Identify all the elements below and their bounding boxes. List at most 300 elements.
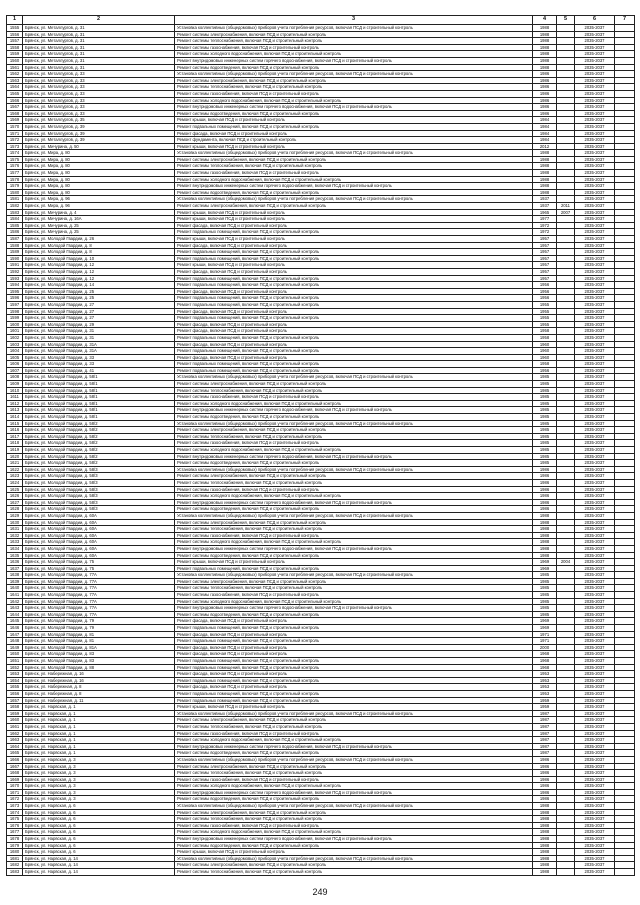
row-number: 1568	[7, 110, 23, 117]
column-header: 4	[533, 16, 557, 25]
row-number: 1640	[7, 585, 23, 592]
table-row	[7, 618, 635, 625]
row-number: 1650	[7, 651, 23, 658]
extra-cell	[615, 855, 635, 862]
row-number: 1641	[7, 592, 23, 599]
repair-year-cell	[557, 545, 575, 552]
table-row	[7, 479, 635, 486]
table-row	[7, 288, 635, 295]
address-cell: Брянск, ул. Молодой Гвардии, д. 77А	[23, 592, 175, 599]
work-type-cell: Ремонт системы водоотведения, включая ПСД и строительный контроль	[175, 750, 533, 757]
repair-year-cell	[557, 710, 575, 717]
repair-year-cell	[557, 176, 575, 183]
repair-year-cell	[557, 361, 575, 368]
repair-year-cell	[557, 308, 575, 315]
period-cell: 2035-2037	[575, 526, 615, 533]
work-type-cell: Ремонт системы водоотведения, включая ПСД и строительный контроль	[175, 611, 533, 618]
page-number: 249	[312, 887, 328, 897]
build-year-cell: 1988	[533, 64, 557, 71]
row-number: 1617	[7, 433, 23, 440]
period-cell: 2035-2037	[575, 512, 615, 519]
work-type-cell: Ремонт системы электроснабжения, включая ПСД и строительный контроль	[175, 77, 533, 84]
row-number: 1595	[7, 288, 23, 295]
table-row	[7, 756, 635, 763]
build-year-cell: 1985	[533, 598, 557, 605]
repair-year-cell	[557, 737, 575, 744]
build-year-cell: 1969	[533, 618, 557, 625]
work-type-cell: Ремонт системы теплоснабжения, включая ПСД и строительный контроль	[175, 433, 533, 440]
period-cell: 2035-2037	[575, 222, 615, 229]
repair-year-cell	[557, 334, 575, 341]
repair-year-cell	[557, 776, 575, 783]
build-year-cell: 1971	[533, 638, 557, 645]
work-type-cell: Ремонт системы теплоснабжения, включая ПСД и строительный контроль	[175, 38, 533, 45]
work-type-cell: Ремонт системы теплоснабжения, включая ПСД и строительный контроль	[175, 163, 533, 170]
work-type-cell: Установка коллективных (общедомовых) приборов учета потребления ресурсов, включая ПСД и строительный контроль	[175, 150, 533, 157]
build-year-cell: 1988	[533, 526, 557, 533]
address-cell: Брянск, ул. Металлургов, д. 33	[23, 110, 175, 117]
period-cell: 2035-2037	[575, 400, 615, 407]
work-type-cell: Ремонт внутридомовых инженерных систем горячего водоснабжения, включая ПСД и строительный контроль	[175, 57, 533, 64]
row-number: 1593	[7, 275, 23, 282]
period-cell: 2035-2037	[575, 361, 615, 368]
build-year-cell: 1987	[533, 743, 557, 750]
extra-cell	[615, 130, 635, 137]
table-row	[7, 770, 635, 777]
extra-cell	[615, 789, 635, 796]
extra-cell	[615, 341, 635, 348]
period-cell: 2035-2037	[575, 631, 615, 638]
extra-cell	[615, 90, 635, 97]
period-cell: 2035-2037	[575, 203, 615, 210]
build-year-cell: 1968	[533, 658, 557, 665]
row-number: 1575	[7, 156, 23, 163]
table-row	[7, 203, 635, 210]
build-year-cell: 2012	[533, 143, 557, 150]
extra-cell	[615, 216, 635, 223]
extra-cell	[615, 453, 635, 460]
address-cell: Брянск, ул. Молодой Гвардии, д. 58/1	[23, 414, 175, 421]
work-type-cell: Ремонт внутридомовых инженерных систем горячего водоснабжения, включая ПСД и строительный контроль	[175, 407, 533, 414]
table-row	[7, 723, 635, 730]
column-header: 1	[7, 16, 23, 25]
address-cell: Брянск, ул. Молодой Гвардии, д. 79	[23, 625, 175, 632]
row-number: 1590	[7, 255, 23, 262]
period-cell: 2035-2037	[575, 578, 615, 585]
build-year-cell: 1984	[533, 117, 557, 124]
repair-year-cell	[557, 605, 575, 612]
extra-cell	[615, 288, 635, 295]
row-number: 1632	[7, 532, 23, 539]
column-header: 5	[557, 16, 575, 25]
repair-year-cell	[557, 677, 575, 684]
row-number: 1657	[7, 697, 23, 704]
repair-year-cell	[557, 38, 575, 45]
work-type-cell: Ремонт внутридомовых инженерных систем горячего водоснабжения, включая ПСД и строительный контроль	[175, 453, 533, 460]
work-type-cell: Ремонт системы электроснабжения, включая ПСД и строительный контроль	[175, 862, 533, 869]
extra-cell	[615, 690, 635, 697]
row-number: 1596	[7, 295, 23, 302]
period-cell: 2035-2037	[575, 671, 615, 678]
row-number: 1653	[7, 671, 23, 678]
row-number: 1677	[7, 829, 23, 836]
row-number: 1664	[7, 743, 23, 750]
table-row	[7, 130, 635, 137]
row-number: 1620	[7, 453, 23, 460]
work-type-cell: Ремонт крыши, включая ПСД и строительный контроль	[175, 117, 533, 124]
repair-year-cell	[557, 123, 575, 130]
period-cell: 2035-2037	[575, 420, 615, 427]
table-row	[7, 137, 635, 144]
repair-year-cell	[557, 341, 575, 348]
row-number: 1656	[7, 690, 23, 697]
row-number: 1558	[7, 44, 23, 51]
work-type-cell: Ремонт системы электроснабжения, включая ПСД и строительный контроль	[175, 519, 533, 526]
table-row	[7, 816, 635, 823]
table-row	[7, 532, 635, 539]
period-cell: 2035-2037	[575, 598, 615, 605]
extra-cell	[615, 381, 635, 388]
extra-cell	[615, 836, 635, 843]
table-row	[7, 242, 635, 249]
repair-year-cell	[557, 479, 575, 486]
period-cell: 2035-2037	[575, 394, 615, 401]
period-cell: 2035-2037	[575, 572, 615, 579]
extra-cell	[615, 268, 635, 275]
row-number: 1560	[7, 57, 23, 64]
address-cell: Брянск, ул. Нарвская, д. 6	[23, 849, 175, 856]
repair-year-cell	[557, 268, 575, 275]
period-cell: 2035-2037	[575, 723, 615, 730]
address-cell: Брянск, ул. Молодой Гвардии, д. 58/3	[23, 493, 175, 500]
table-row	[7, 354, 635, 361]
extra-cell	[615, 723, 635, 730]
repair-year-cell	[557, 644, 575, 651]
build-year-cell: 1960	[533, 354, 557, 361]
row-number: 1674	[7, 809, 23, 816]
extra-cell	[615, 275, 635, 282]
period-cell: 2035-2037	[575, 170, 615, 177]
row-number: 1585	[7, 222, 23, 229]
row-number: 1631	[7, 526, 23, 533]
repair-year-cell	[557, 466, 575, 473]
repair-year-cell	[557, 671, 575, 678]
period-cell: 2035-2037	[575, 447, 615, 454]
address-cell: Брянск, ул. Молодой Гвардии, д. 29	[23, 321, 175, 328]
row-number: 1591	[7, 262, 23, 269]
build-year-cell: 1977	[533, 216, 557, 223]
build-year-cell: 1972	[533, 222, 557, 229]
extra-cell	[615, 473, 635, 480]
repair-year-cell	[557, 249, 575, 256]
build-year-cell: 1985	[533, 453, 557, 460]
address-cell: Брянск, ул. Металлургов, д. 35	[23, 117, 175, 124]
address-cell: Брянск, ул. Молодой Гвардии, д. 58/1	[23, 387, 175, 394]
work-type-cell: Ремонт системы холодного водоснабжения, включая ПСД и строительный контроль	[175, 176, 533, 183]
table-row	[7, 592, 635, 599]
extra-cell	[615, 631, 635, 638]
period-cell: 2035-2037	[575, 387, 615, 394]
period-cell: 2035-2037	[575, 638, 615, 645]
repair-year-cell	[557, 150, 575, 157]
repair-year-cell	[557, 526, 575, 533]
extra-cell	[615, 170, 635, 177]
work-type-cell: Ремонт фасада, включая ПСД и строительный контроль	[175, 631, 533, 638]
work-type-cell: Ремонт системы газоснабжения, включая ПСД и строительный контроль	[175, 440, 533, 447]
row-number: 1555	[7, 25, 23, 32]
table-row	[7, 308, 635, 315]
table-row	[7, 341, 635, 348]
period-cell: 2035-2037	[575, 176, 615, 183]
period-cell: 2035-2037	[575, 704, 615, 711]
address-cell: Брянск, ул. Металлургов, д. 39	[23, 137, 175, 144]
column-header: 7	[615, 16, 635, 25]
address-cell: Брянск, ул. Мира, д. 96	[23, 196, 175, 203]
work-type-cell: Ремонт подвальных помещений, включая ПСД и строительный контроль	[175, 229, 533, 236]
address-cell: Брянск, ул. Нарвская, д. 14	[23, 869, 175, 876]
work-type-cell: Ремонт фасада, включая ПСД и строительный контроль	[175, 288, 533, 295]
row-number: 1601	[7, 328, 23, 335]
build-year-cell: 1986	[533, 756, 557, 763]
build-year-cell: 1955	[533, 321, 557, 328]
address-cell: Брянск, ул. Молодой Гвардии, д. 77А	[23, 611, 175, 618]
repair-year-cell	[557, 658, 575, 665]
table-row	[7, 394, 635, 401]
extra-cell	[615, 770, 635, 777]
repair-year-cell	[557, 770, 575, 777]
period-cell: 2035-2037	[575, 334, 615, 341]
table-row	[7, 750, 635, 757]
address-cell: Брянск, ул. Нарвская, д. 1	[23, 743, 175, 750]
row-number: 1607	[7, 367, 23, 374]
build-year-cell: 1988	[533, 552, 557, 559]
row-number: 1662	[7, 730, 23, 737]
repair-year-cell	[557, 473, 575, 480]
table-row	[7, 414, 635, 421]
extra-cell	[615, 189, 635, 196]
work-type-cell: Ремонт фасада, включая ПСД и строительный контроль	[175, 308, 533, 315]
row-number: 1651	[7, 658, 23, 665]
repair-year-cell	[557, 796, 575, 803]
address-cell: Брянск, ул. Нарвская, д. 3	[23, 763, 175, 770]
extra-cell	[615, 414, 635, 421]
extra-cell	[615, 84, 635, 91]
table-row	[7, 631, 635, 638]
address-cell: Брянск, ул. Мичурина, д. 4	[23, 209, 175, 216]
row-number: 1668	[7, 770, 23, 777]
address-cell: Брянск, ул. Молодой Гвардии, д. 75	[23, 565, 175, 572]
work-type-cell: Установка коллективных (общедомовых) приборов учета потребления ресурсов, включая ПСД и строительный контроль	[175, 71, 533, 78]
work-type-cell: Ремонт системы водоотведения, включая ПСД и строительный контроль	[175, 460, 533, 467]
period-cell: 2035-2037	[575, 84, 615, 91]
address-cell: Брянск, ул. Молодой Гвардии, д. 58/1	[23, 381, 175, 388]
repair-year-cell	[557, 855, 575, 862]
extra-cell	[615, 796, 635, 803]
extra-cell	[615, 526, 635, 533]
extra-cell	[615, 321, 635, 328]
row-number: 1658	[7, 704, 23, 711]
address-cell: Брянск, ул. Нарвская, д. 1	[23, 723, 175, 730]
address-cell: Брянск, ул. Молодой Гвардии, д. 58/3	[23, 473, 175, 480]
extra-cell	[615, 499, 635, 506]
table-row	[7, 150, 635, 157]
period-cell: 2035-2037	[575, 31, 615, 38]
extra-cell	[615, 295, 635, 302]
repair-year-cell	[557, 433, 575, 440]
extra-cell	[615, 440, 635, 447]
address-cell: Брянск, ул. Молодой Гвардии, д. 25	[23, 288, 175, 295]
period-cell: 2035-2037	[575, 440, 615, 447]
extra-cell	[615, 367, 635, 374]
period-cell: 2035-2037	[575, 348, 615, 355]
address-cell: Брянск, ул. Нарвская, д. 3	[23, 756, 175, 763]
address-cell: Брянск, ул. Металлургов, д. 33	[23, 84, 175, 91]
extra-cell	[615, 308, 635, 315]
address-cell: Брянск, ул. Металлургов, д. 39	[23, 123, 175, 130]
build-year-cell: 1985	[533, 440, 557, 447]
build-year-cell: 1985	[533, 611, 557, 618]
address-cell: Брянск, ул. Молодой Гвардии, д. 58/3	[23, 486, 175, 493]
build-year-cell: 1986	[533, 493, 557, 500]
extra-cell	[615, 348, 635, 355]
build-year-cell: 1986	[533, 84, 557, 91]
period-cell: 2035-2037	[575, 97, 615, 104]
work-type-cell: Ремонт подвальных помещений, включая ПСД и строительный контроль	[175, 348, 533, 355]
build-year-cell: 1969	[533, 625, 557, 632]
build-year-cell: 1957	[533, 262, 557, 269]
repair-year-cell	[557, 354, 575, 361]
table-row	[7, 31, 635, 38]
work-type-cell: Ремонт подвальных помещений, включая ПСД и строительный контроль	[175, 677, 533, 684]
extra-cell	[615, 816, 635, 823]
row-number: 1680	[7, 849, 23, 856]
address-cell: Брянск, ул. Нарвская, д. 3	[23, 770, 175, 777]
address-cell: Брянск, ул. Нарвская, д. 6	[23, 816, 175, 823]
repair-year-cell: 2004	[557, 559, 575, 566]
table-row	[7, 658, 635, 665]
period-cell: 2035-2037	[575, 123, 615, 130]
work-type-cell: Ремонт системы газоснабжения, включая ПСД и строительный контроль	[175, 776, 533, 783]
period-cell: 2035-2037	[575, 822, 615, 829]
repair-year-cell	[557, 90, 575, 97]
row-number: 1635	[7, 552, 23, 559]
repair-year-cell	[557, 625, 575, 632]
period-cell: 2035-2037	[575, 796, 615, 803]
build-year-cell: 1988	[533, 512, 557, 519]
address-cell: Брянск, ул. Молодой Гвардии, д. 58/1	[23, 400, 175, 407]
build-year-cell: 1985	[533, 592, 557, 599]
period-cell: 2035-2037	[575, 104, 615, 111]
build-year-cell: 1956	[533, 288, 557, 295]
address-cell: Брянск, ул. Молодой Гвардии, д. 60А	[23, 545, 175, 552]
extra-cell	[615, 433, 635, 440]
row-number: 1671	[7, 789, 23, 796]
repair-year-cell	[557, 321, 575, 328]
build-year-cell: 1987	[533, 710, 557, 717]
work-type-cell: Ремонт подвальных помещений, включая ПСД и строительный контроль	[175, 123, 533, 130]
row-number: 1618	[7, 440, 23, 447]
work-type-cell: Ремонт подвальных помещений, включая ПСД и строительный контроль	[175, 295, 533, 302]
build-year-cell: 1984	[533, 123, 557, 130]
row-number: 1667	[7, 763, 23, 770]
table-row	[7, 110, 635, 117]
period-cell: 2035-2037	[575, 625, 615, 632]
period-cell: 2035-2037	[575, 381, 615, 388]
work-type-cell: Ремонт системы газоснабжения, включая ПСД и строительный контроль	[175, 592, 533, 599]
work-type-cell: Установка коллективных (общедомовых) приборов учета потребления ресурсов, включая ПСД и строительный контроль	[175, 420, 533, 427]
table-row	[7, 453, 635, 460]
period-cell: 2035-2037	[575, 803, 615, 810]
address-cell: Брянск, ул. Нарвская, д. 3	[23, 776, 175, 783]
address-cell: Брянск, ул. Молодой Гвардии, д. 14	[23, 282, 175, 289]
table-row	[7, 783, 635, 790]
repair-year-cell	[557, 420, 575, 427]
work-type-cell: Ремонт крыши, включая ПСД и строительный контроль	[175, 559, 533, 566]
row-number: 1608	[7, 374, 23, 381]
build-year-cell: 1986	[533, 783, 557, 790]
work-type-cell: Ремонт внутридомовых инженерных систем горячего водоснабжения, включая ПСД и строительный контроль	[175, 545, 533, 552]
work-type-cell: Ремонт системы холодного водоснабжения, включая ПСД и строительный контроль	[175, 51, 533, 58]
table-row	[7, 25, 635, 32]
build-year-cell: 1988	[533, 25, 557, 32]
work-type-cell: Ремонт внутридомовых инженерных систем горячего водоснабжения, включая ПСД и строительный контроль	[175, 836, 533, 843]
table-row	[7, 763, 635, 770]
period-cell: 2035-2037	[575, 684, 615, 691]
row-number: 1594	[7, 282, 23, 289]
extra-cell	[615, 512, 635, 519]
table-row	[7, 710, 635, 717]
extra-cell	[615, 644, 635, 651]
period-cell: 2035-2037	[575, 236, 615, 243]
work-type-cell: Ремонт системы электроснабжения, включая ПСД и строительный контроль	[175, 763, 533, 770]
period-cell: 2035-2037	[575, 710, 615, 717]
extra-cell	[615, 57, 635, 64]
address-cell: Брянск, ул. Металлургов, д. 31	[23, 44, 175, 51]
build-year-cell: 1988	[533, 842, 557, 849]
period-cell: 2035-2037	[575, 737, 615, 744]
build-year-cell: 1988	[533, 150, 557, 157]
build-year-cell: 1969	[533, 559, 557, 566]
work-type-cell: Установка коллективных (общедомовых) приборов учета потребления ресурсов, включая ПСД и строительный контроль	[175, 512, 533, 519]
build-year-cell: 1987	[533, 723, 557, 730]
address-cell: Брянск, ул. Молодой Гвардии, д. 75	[23, 559, 175, 566]
table-row	[7, 822, 635, 829]
address-cell: Брянск, ул. Набережная, д. 11	[23, 697, 175, 704]
extra-cell	[615, 776, 635, 783]
row-number: 1661	[7, 723, 23, 730]
row-number: 1559	[7, 51, 23, 58]
address-cell: Брянск, ул. Металлургов, д. 33	[23, 90, 175, 97]
build-year-cell: 1986	[533, 466, 557, 473]
work-type-cell: Ремонт системы холодного водоснабжения, включая ПСД и строительный контроль	[175, 829, 533, 836]
row-number: 1597	[7, 301, 23, 308]
address-cell: Брянск, ул. Нарвская, д. 1	[23, 737, 175, 744]
extra-cell	[615, 31, 635, 38]
table-row	[7, 578, 635, 585]
row-number: 1683	[7, 869, 23, 876]
work-type-cell: Установка коллективных (общедомовых) приборов учета потребления ресурсов, включая ПСД и строительный контроль	[175, 855, 533, 862]
repair-year-cell	[557, 348, 575, 355]
build-year-cell: 1986	[533, 77, 557, 84]
address-cell: Брянск, ул. Молодой Гвардии, д. 58/3	[23, 466, 175, 473]
extra-cell	[615, 315, 635, 322]
address-cell: Брянск, ул. Металлургов, д. 31	[23, 51, 175, 58]
table-row	[7, 803, 635, 810]
build-year-cell: 1985	[533, 460, 557, 467]
table-row	[7, 381, 635, 388]
address-cell: Брянск, ул. Молодой Гвардии, д. 27	[23, 315, 175, 322]
row-number: 1577	[7, 170, 23, 177]
